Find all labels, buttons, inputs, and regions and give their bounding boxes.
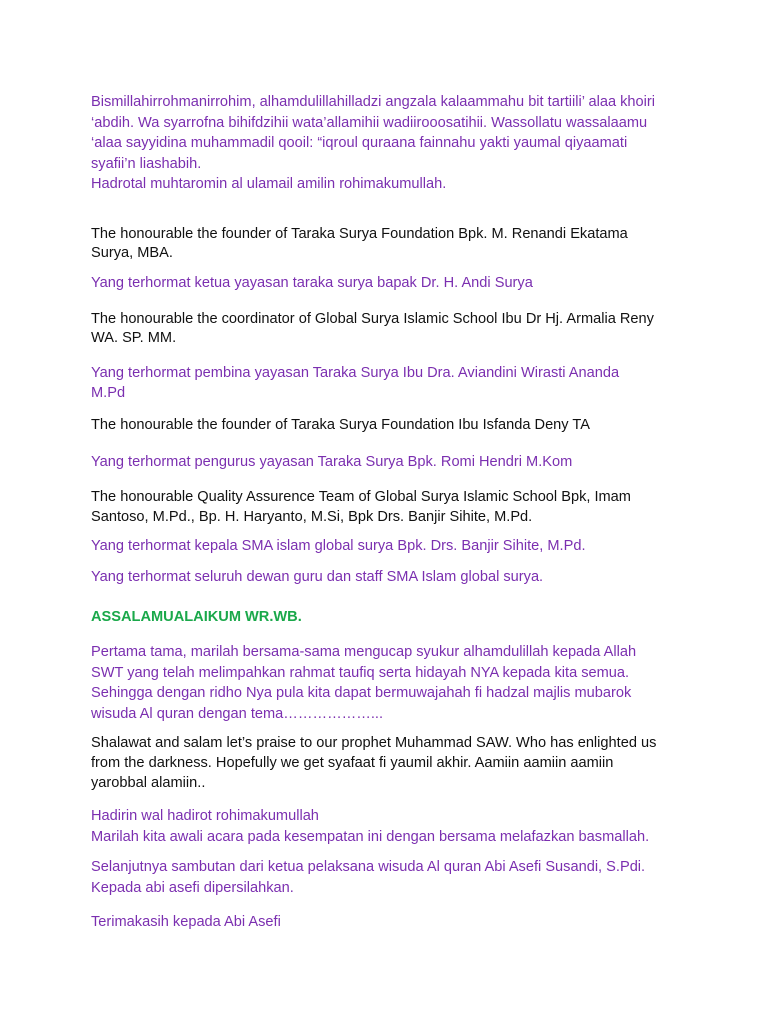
- sambutan-line: Selanjutnya sambutan dari ketua pelaksana wisuda Al quran Abi Asefi Susandi, S.Pdi.: [91, 859, 646, 875]
- opening-line: ‘alaa sayyidina muhammadil qooil: “iqroul quraana fainnahu yakti yaumal qiyaamati: [91, 135, 628, 151]
- greeting-coordinator-paragraph: [91, 310, 691, 348]
- greeting-line: Santoso, M.Pd., Bp. H. Haryanto, M.Si, Bpk Drs. Banjir Sihite, M.Pd.: [91, 509, 533, 525]
- terimakasih-paragraph: [91, 912, 691, 933]
- greeting-founder2-paragraph: [91, 416, 691, 435]
- greeting-line: Yang terhormat kepala SMA islam global surya Bpk. Drs. Banjir Sihite, M.Pd.: [91, 538, 586, 554]
- opening-line: Bismillahirrohmanirrohim, alhamdulillahilladzi angzala kalaammahu bit tartiili’ alaa khoiri: [91, 94, 655, 110]
- shalawat-line: from the darkness. Hopefully we get syafaat fi yaumil akhir. Aamiin aamiin aamiin: [91, 755, 614, 771]
- syukur-line: Sehingga dengan ridho Nya pula kita dapat bermuwajahah fi hadzal majlis mubarok: [91, 685, 632, 701]
- greeting-line: WA. SP. MM.: [91, 330, 177, 346]
- greeting-line: M.Pd: [91, 385, 126, 401]
- shalawat-line: yarobbal alamiin..: [91, 775, 206, 791]
- greeting-pengurus-paragraph: [91, 452, 691, 473]
- greeting-line: The honourable the founder of Taraka Surya Foundation Ibu Isfanda Deny TA: [91, 417, 590, 433]
- syukur-line: Pertama tama, marilah bersama-sama mengucap syukur alhamdulillah kepada Allah: [91, 644, 637, 660]
- hadirin-line: Marilah kita awali acara pada kesempatan ini dengan bersama melafazkan basmallah.: [91, 828, 650, 845]
- syukur-line: wisuda Al quran dengan tema………………...: [91, 705, 384, 722]
- greeting-line: Yang terhormat seluruh dewan guru dan staff SMA Islam global surya.: [91, 569, 544, 585]
- greeting-quality-paragraph: [91, 487, 691, 527]
- sambutan-paragraph: [91, 857, 691, 898]
- shalawat-paragraph: [91, 733, 691, 793]
- greeting-line: The honourable the founder of Taraka Surya Foundation Bpk. M. Renandi Ekatama: [91, 226, 628, 242]
- hadirin-paragraph: [91, 806, 691, 847]
- syukur-paragraph: [91, 642, 691, 724]
- greeting-ketua-paragraph: [91, 273, 691, 294]
- greeting-line: The honourable Quality Assurence Team of Global Surya Islamic School Bpk, Imam: [91, 489, 631, 505]
- greeting-pembina-paragraph: [91, 363, 691, 403]
- salam-heading: ASSALAMUALAIKUM WR.WB.: [91, 609, 302, 625]
- greeting-kepala-paragraph: [91, 536, 691, 557]
- greeting-line: The honourable the coordinator of Global Surya Islamic School Ibu Dr Hj. Armalia Reny: [91, 311, 654, 327]
- opening-line: Hadrotal muhtaromin al ulamail amilin rohimakumullah.: [91, 176, 447, 192]
- syukur-line: SWT yang telah melimpahkan rahmat taufiq serta hidayah NYA kepada kita semua.: [91, 664, 630, 681]
- opening-line: ‘abdih. Wa syarrofna bihifdzihii wata’allamihii wadiirooosatihii. Wassollatu wassalaamu: [91, 114, 648, 131]
- shalawat-line: Shalawat and salam let’s praise to our prophet Muhammad SAW. Who has enlighted us: [91, 735, 657, 751]
- greeting-founder-paragraph: [91, 225, 691, 263]
- greeting-line: Yang terhormat pembina yayasan Taraka Surya Ibu Dra. Aviandini Wirasti Ananda: [91, 365, 620, 381]
- greeting-line: Yang terhormat pengurus yayasan Taraka Surya Bpk. Romi Hendri M.Kom: [91, 454, 573, 470]
- sambutan-line: Kepada abi asefi dipersilahkan.: [91, 879, 294, 896]
- opening-paragraph: [91, 92, 691, 195]
- greeting-line: Yang terhormat ketua yayasan taraka surya bapak Dr. H. Andi Surya: [91, 275, 533, 291]
- opening-line: syafii’n liashabih.: [91, 155, 202, 172]
- hadirin-line: Hadirin wal hadirot rohimakumullah: [91, 808, 319, 824]
- greeting-guru-paragraph: [91, 567, 691, 588]
- greeting-line: Surya, MBA.: [91, 245, 173, 261]
- terimakasih-line: Terimakasih kepada Abi Asefi: [91, 914, 281, 930]
